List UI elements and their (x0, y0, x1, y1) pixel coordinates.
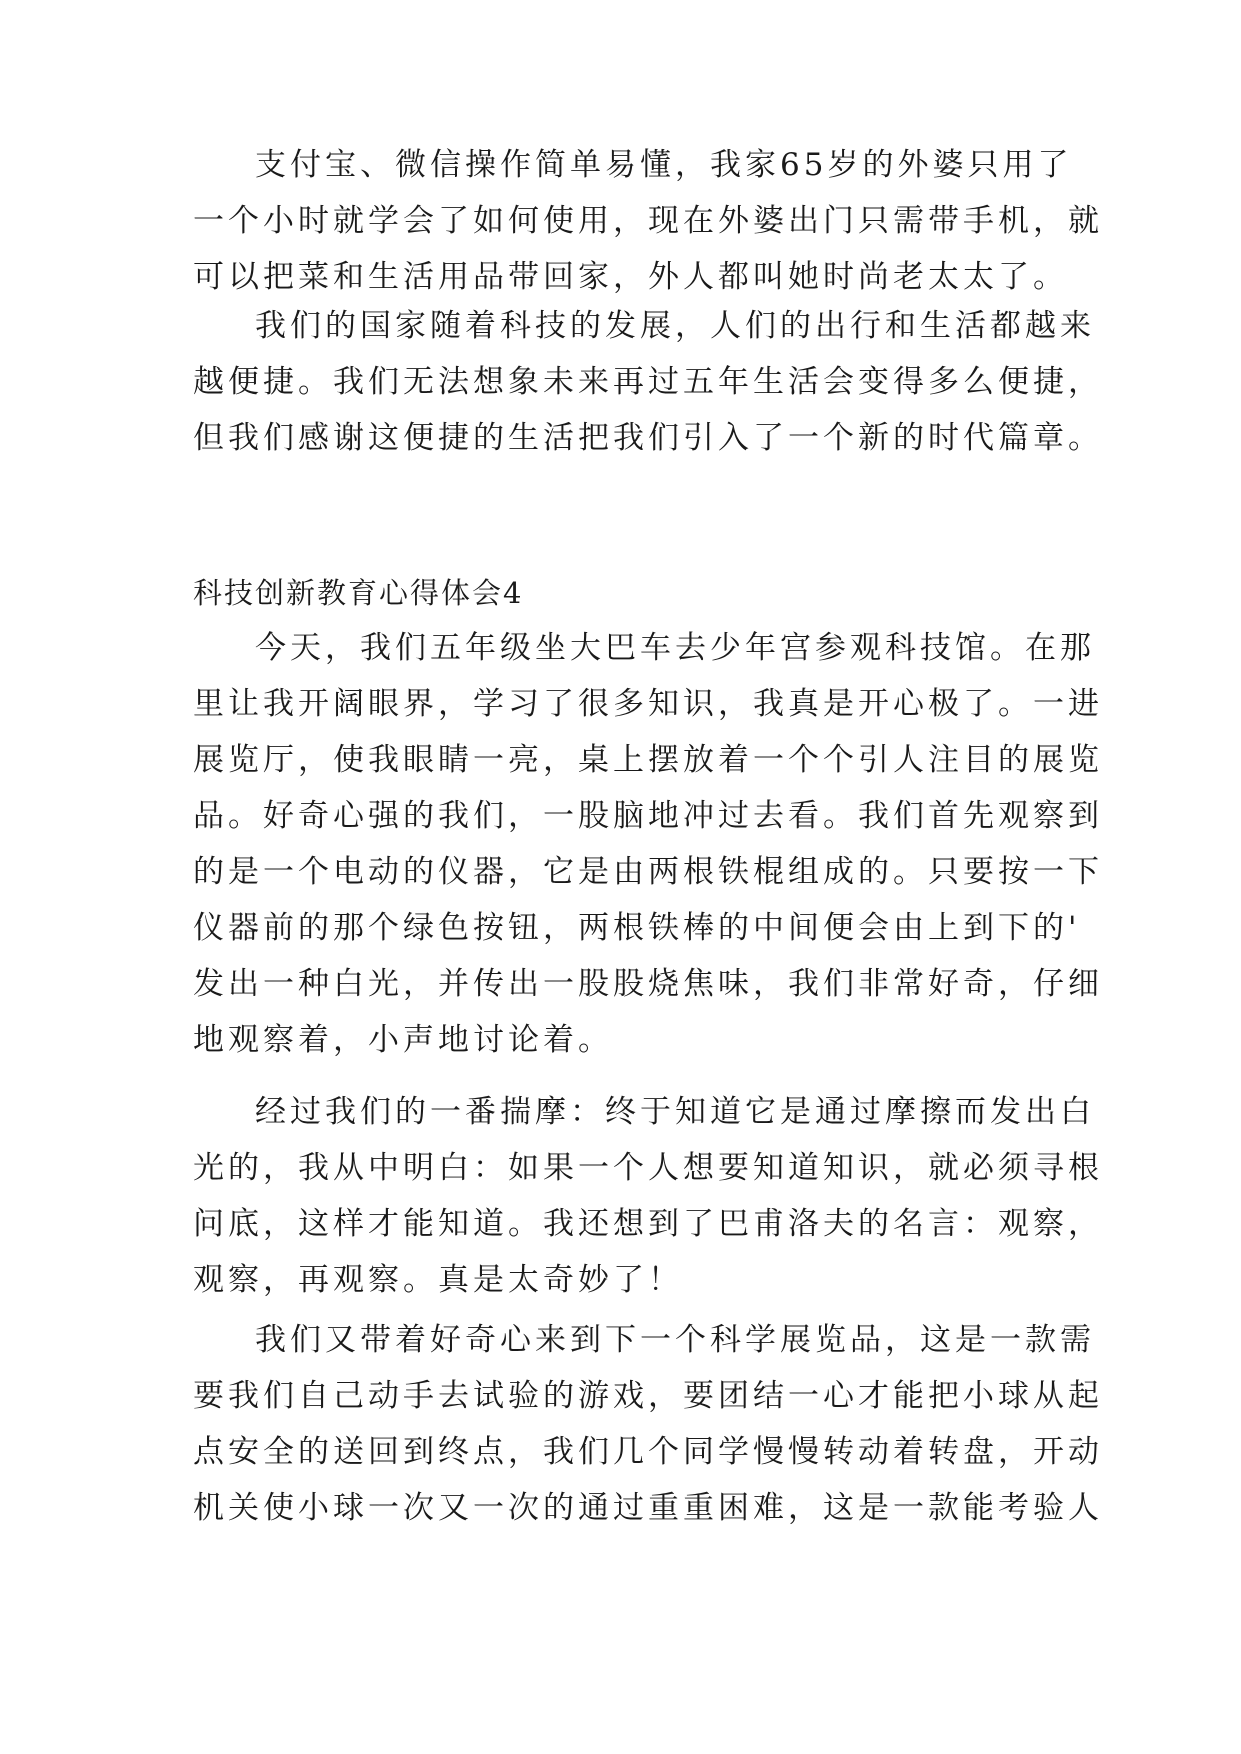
paragraph-line: 观察，再观察。真是太奇妙了！ (193, 1262, 683, 1298)
paragraph-line: 地观察着，小声地讨论着。 (193, 1022, 613, 1058)
paragraph-line: 点安全的送回到终点，我们几个同学慢慢转动着转盘，开动 (193, 1434, 1103, 1470)
paragraph-line: 光的，我从中明白：如果一个人想要知道知识，就必须寻根 (193, 1150, 1103, 1186)
paragraph-line: 品。好奇心强的我们，一股脑地冲过去看。我们首先观察到 (193, 798, 1103, 834)
paragraph-line: 我们又带着好奇心来到下一个科学展览品，这是一款需 (255, 1322, 1095, 1358)
paragraph-line: 要我们自己动手去试验的游戏，要团结一心才能把小球从起 (193, 1378, 1103, 1414)
paragraph-line: 今天，我们五年级坐大巴车去少年宫参观科技馆。在那 (255, 630, 1095, 666)
paragraph-line: 我们的国家随着科技的发展，人们的出行和生活都越来 (255, 308, 1095, 344)
paragraph-line: 越便捷。我们无法想象未来再过五年生活会变得多么便捷， (193, 364, 1103, 400)
paragraph-line: 仪器前的那个绿色按钮，两根铁棒的中间便会由上到下的' (193, 910, 1081, 946)
paragraph-line: 发出一种白光，并传出一股股烧焦味，我们非常好奇，仔细 (193, 966, 1103, 1002)
section-title: 科技创新教育心得体会4 (193, 576, 524, 610)
paragraph-line: 展览厅，使我眼睛一亮，桌上摆放着一个个引人注目的展览 (193, 742, 1103, 778)
paragraph-line: 但我们感谢这便捷的生活把我们引入了一个新的时代篇章。 (193, 420, 1103, 456)
paragraph-line: 里让我开阔眼界，学习了很多知识，我真是开心极了。一进 (193, 686, 1103, 722)
paragraph-line: 支付宝、微信操作简单易懂，我家65岁的外婆只用了 (255, 147, 1073, 183)
paragraph-line: 机关使小球一次又一次的通过重重困难，这是一款能考验人 (193, 1490, 1103, 1526)
paragraph-line: 可以把菜和生活用品带回家，外人都叫她时尚老太太了。 (193, 259, 1068, 295)
paragraph-line: 问底，这样才能知道。我还想到了巴甫洛夫的名言：观察， (193, 1206, 1103, 1242)
paragraph-line: 一个小时就学会了如何使用，现在外婆出门只需带手机，就 (193, 203, 1103, 239)
paragraph-line: 经过我们的一番揣摩：终于知道它是通过摩擦而发出白 (255, 1094, 1095, 1130)
paragraph-line: 的是一个电动的仪器，它是由两根铁棍组成的。只要按一下 (193, 854, 1103, 890)
